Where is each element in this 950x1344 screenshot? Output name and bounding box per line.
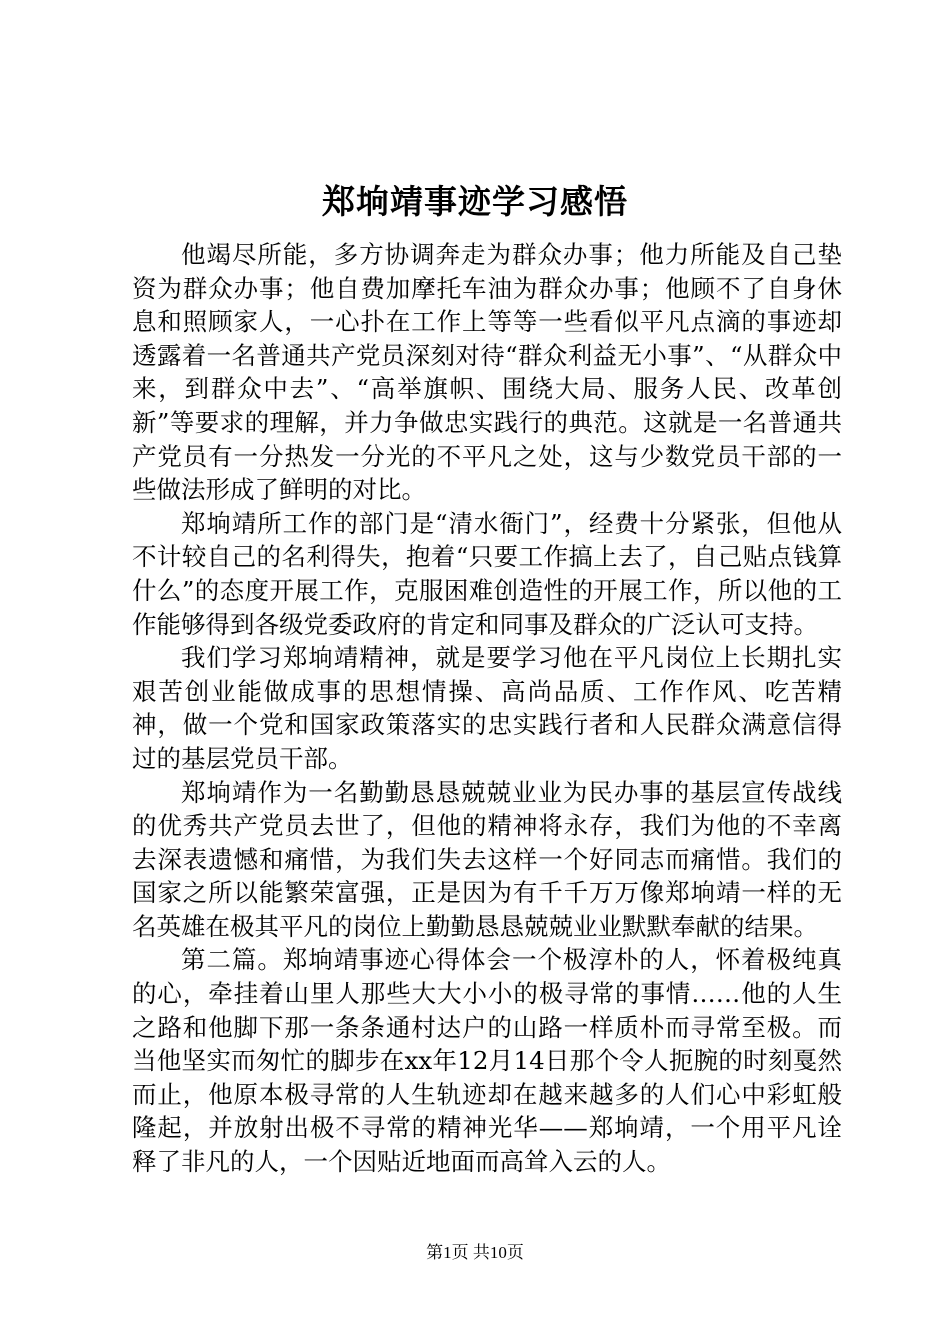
paragraph-1: 他竭尽所能，多方协调奔走为群众办事；他力所能及自己垫资为群众办事；他自费加摩托车油为群众办事；他顾不了自身休息和照顾家人，一心扑在工作上等等一些看似平凡点滴的事迹却透露着一名普通共产党员深刻对待“群众利益无小事”、“从群众中来，到群众中去”、“高举旗帜、围绕大局、服务人民、改革创新”等要求的理解，并力争做忠实践行的典范。这就是一名普通共产党员有一分热发一分光的不平凡之处，这与少数党员干部的一些做法形成了鲜明的对比。 bbox=[132, 240, 842, 505]
page-footer: 第1页 共10页 bbox=[426, 1243, 524, 1262]
paragraph-5: 第二篇。郑垧靖事迹心得体会一个极淳朴的人，怀着极纯真的心，牵挂着山里人那些大大小小的极寻常的事情……他的人生之路和他脚下那一条条通村达户的山路一样质朴而寻常至极。而当他坚实而匆忙的脚步在xx年12月14日那个令人扼腕的时刻戛然而止，他原本极寻常的人生轨迹却在越来越多的人们心中彩虹般隆起，并放射出极不寻常的精神光华——郑垧靖，一个用平凡诠释了非凡的人，一个因贴近地面而高耸入云的人。 bbox=[132, 945, 842, 1177]
document-body bbox=[132, 238, 842, 1179]
document-title: 郑垧靖事迹学习感悟 bbox=[322, 182, 628, 221]
paragraph-2: 郑垧靖所工作的部门是“清水衙门”，经费十分紧张，但他从不计较自己的名利得失，抱着“只要工作搞上去了，自己贴点钱算什么”的态度开展工作，克服困难创造性的开展工作，所以他的工作能够得到各级党委政府的肯定和同事及群众的广泛认可支持。 bbox=[132, 508, 842, 639]
paragraph-4: 郑垧靖作为一名勤勤恳恳兢兢业业为民办事的基层宣传战线的优秀共产党员去世了，但他的精神将永存，我们为他的不幸离去深表遗憾和痛惜，为我们失去这样一个好同志而痛惜。我们的国家之所以能繁荣富强，正是因为有千千万万像郑垧靖一样的无名英雄在极其平凡的岗位上勤勤恳恳兢兢业业默默奉献的结果。 bbox=[132, 777, 842, 941]
paragraph-3: 我们学习郑垧靖精神，就是要学习他在平凡岗位上长期扎实艰苦创业能做成事的思想情操、高尚品质、工作作风、吃苦精神，做一个党和国家政策落实的忠实践行者和人民群众满意信得过的基层党员干部。 bbox=[132, 643, 842, 773]
